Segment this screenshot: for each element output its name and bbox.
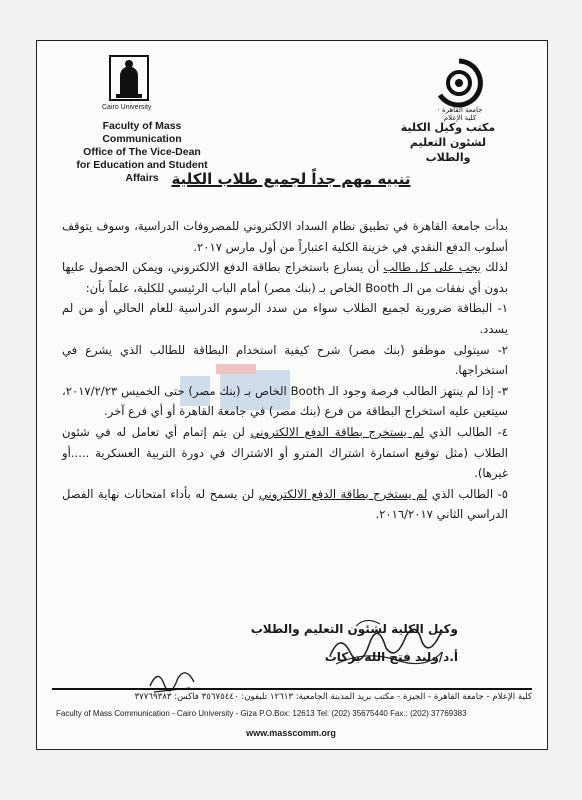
mass-communication-logo-label: جامعة القاهرة · كلية الإعلام — [437, 106, 483, 122]
office-scope-ar: لشئون التعليم والطلاب — [409, 136, 487, 164]
signatory-name: أ.د/وليد فتح الله بركات — [324, 650, 458, 664]
list-item — [62, 484, 508, 525]
mass-communication-logo-icon — [432, 55, 486, 111]
faculty-name: Faculty of Mass Communication — [102, 120, 182, 145]
cairo-university-logo-icon — [108, 54, 150, 108]
notice-title: تنبيه مهم جداً لجميع طلاب الكلية — [171, 170, 411, 188]
instruction-emphasis: يجب على كل طالب — [383, 260, 481, 275]
handwritten-date — [146, 660, 198, 696]
footer-arabic: كلية الإعلام - جامعة القاهرة - الجيزة - مكتب بريد المدينة الجامعية: ١٢٦١٣ تليفون: ٣٥٦٧٥٤٤٠ فاكس: ٣٧٧٦٩٣٨٣ — [134, 692, 532, 702]
office-scope: for Education and Student Affairs — [76, 159, 208, 184]
list-item: ٢- سيتولى موظفو (بنك مصر) شرح كيفية استخدام البطاقة للطالب الذي يشرع في استخراجها. — [62, 342, 508, 378]
cairo-university-label: Cairo University — [102, 104, 152, 111]
item5-rest: لن يسمح له بأداء امتحانات نهاية الفصل الدراسي الثاني ٢٠١٦/٢٠١٧. — [62, 486, 508, 522]
instruction-paragraph — [62, 257, 508, 298]
instruction-rest: أن يسارع باستخراج بطاقة الدفع الالكتروني، ويمكن الحصول عليها بدون أي نفقات من الـ Booth الخاص بـ (بنك مصر) أمام الباب الرئيسي للكلية، علماً بأن: — [62, 260, 508, 295]
notice-body — [62, 216, 508, 525]
footer-website: www.masscomm.org — [246, 728, 336, 738]
item4-rest: لن يتم إتمام أي تعامل له في شئون الطلاب (مثل توقيع استمارة اشتراك المترو أو الاشتراك في دورة التربية العسكرية .....أو غيرها). — [62, 424, 508, 481]
office-name: Office of The Vice-Dean — [83, 146, 201, 158]
list-item: ١- البطاقة ضرورية لجميع الطلاب سواء من سدد الرسوم الدراسية للعام الحالي أو من لم يسدد. — [62, 301, 508, 336]
item5-emphasis: لم يستخرج بطاقة الدفع الالكتروني — [258, 486, 428, 501]
footer-divider — [52, 688, 532, 690]
arabic-header — [388, 120, 508, 165]
signatory-title: وكيل الكلية لشئون التعليم والطلاب — [250, 622, 458, 636]
list-item — [62, 422, 508, 484]
item4-emphasis: لم يستخرج بطاقة الدفع الالكتروني — [250, 424, 424, 439]
instruction-prefix: لذلك — [480, 260, 508, 275]
intro-paragraph: بدأت جامعة القاهرة في تطبيق نظام السداد الالكتروني للمصروفات الدراسية، وسوف يتوقف أسلوب الدفع النقدي في خزينة الكلية اعتباراً من أول مارس ٢٠١٧. — [62, 219, 508, 254]
office-name-ar: مكتب وكيل الكلية — [400, 121, 496, 134]
list-item: ٣- إذا لم ينتهز الطالب فرصة وجود الـ Booth الخاص بـ (بنك مصر) حتى الخميس ٢٠١٧/٢/٢٣، سيتعين عليه استخراج البطاقة من فرع (بنك مصر) في جامعة القاهرة أو أي فرع آخر. — [62, 383, 508, 419]
item5-prefix: ٥- الطالب الذي — [427, 486, 509, 501]
item4-prefix: ٤- الطالب الذي — [423, 424, 509, 439]
footer-english: Faculty of Mass Communication - Cairo University - Giza P.O.Box: 12613 Tel: (202) 35675440 Fax.: (202) 37769383 — [56, 709, 467, 718]
